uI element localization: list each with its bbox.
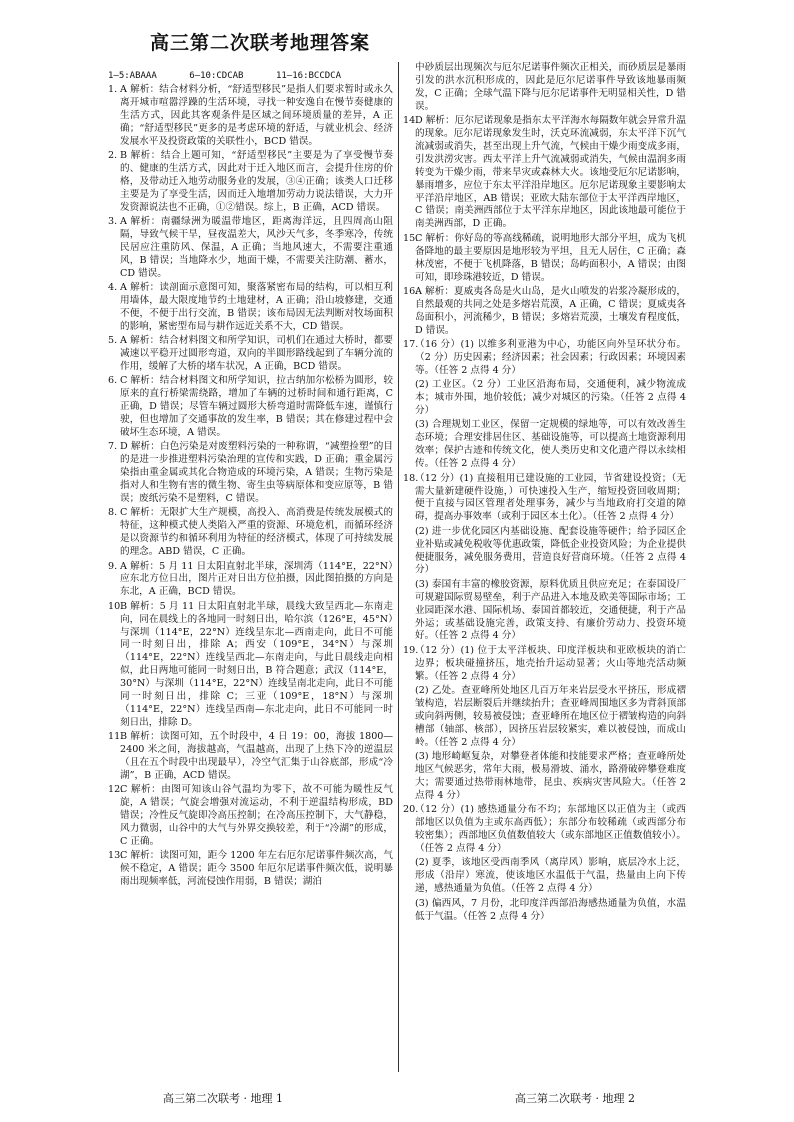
answer-number: 2. [108, 149, 118, 161]
answer-text: C 解析：无限扩大生产规模，高投入、高消费是传统发展模式的特征，这种模式使人类陷入严重的资源、环境危机，而循环经济是以资源节约和循环利用为特征的经济模式，体现了可持续发展的理念。ABD 错误，C 正确。 [120, 507, 393, 558]
answer-item [108, 601, 393, 730]
answer-text: A 解析：5 月 11 日太阳直射北半球，深圳湾（114°E，22°N）应东北方位日出，图片正对日出方位拍摄，因此图拍摄的方向是东北，A 正确，BCD 错误。 [120, 560, 393, 598]
answer-text: (2) 进一步优化园区内基础设施、配套设施等硬件；给予园区企业补贴或减免税收等优惠政策，降低企业投资风险；为企业提供便捷服务，减免服务费用，营造良好营商环境。（任答 2 点得 4 分） [415, 525, 686, 576]
answer-text: (3) 偏西风，7 月份，北印度洋西部沿海感热通量为负值，水温低于气温。（任答 2 点得 4 分） [415, 897, 686, 922]
answer-number: 1. [108, 83, 118, 95]
answer-item [108, 731, 393, 783]
right-column [403, 62, 686, 925]
answer-text: A 解析：读剖面示意图可知，聚落紧密布局的结构，可以相互利用墙体，最大限度地节约土地建材，A 正确；沿山坡修建，交通不便，不便于出行交流，B 错误；该布局因无法判断对牧场面积的影响，紧密型布局与耕作远近关系不大，CD 错误。 [120, 282, 393, 332]
answer-item [108, 375, 393, 440]
answer-text: （12 分）(1) 位于太平洋板块、印度洋板块和亚欧板块的消亡边界；板块碰撞挤压，地壳抬升运动显著；火山等地壳活动频繁。（任答 2 点得 4 分） [415, 644, 686, 682]
answer-item [108, 335, 393, 374]
answer-item [403, 115, 686, 231]
answer-number: 12. [108, 784, 124, 796]
answer-text: (2) 乙处。查亚峰所处地区几百万年来岩层受水平挤压，形成褶皱构造，岩层断裂后并继续抬升；查亚峰周围地区多为背斜顶部或向斜两侧，较易被侵蚀；查亚峰所在地区位于褶皱构造的向斜槽部（轴部、核部），因挤压岩层较紧实，难以被侵蚀，而成山岭。（任答 2 点得 4 分） [415, 685, 686, 748]
answer-number: 6. [108, 375, 118, 387]
answer-item [108, 84, 393, 149]
answer-number: 17. [403, 339, 419, 351]
answer-text: （12 分）(1) 直接租用已建设施的工业园，节省建设投资；（无需大量新建硬件设施，）可快速投入生产，缩短投资回收周期；便于直接与园区管理者处理事务，减少与当地政府打交道的障碍，提高办事效率（或利于园区本土化）。（任答 2 点得 4 分） [415, 472, 686, 523]
answer-number: 14. [403, 115, 419, 127]
answer-text: B 解析：5 月 11 日太阳直射北半球，晨线大致呈西北—东南走向，同在晨线上的各地同一时刻日出，哈尔滨（126°E，45°N）与深圳（114°E，22°N）连线呈东北—西南走向，此日不可能同一时刻日出，排除 A；西安（109°E，34°N）与深圳（114°E，22°N）连线呈西北—东南走向，与此日晨线走向相似，此日两地可能同一时刻日出，B 符合题意；武汉（114°E，30°N）与深圳（114°E，22°N）连线呈南北走向，此日不可能同一时刻日出，排除 C；三亚（109°E，18°N）与深圳（114°E，22°N）连线呈西南—东北走向，此日不可能同一时刻日出，排除 D。 [120, 600, 393, 728]
answer-number: 5. [108, 335, 118, 347]
answer-item [108, 507, 393, 559]
answer-number: 11. [108, 731, 124, 743]
answer-number: 19. [403, 644, 419, 656]
answer-number: 8. [108, 507, 118, 519]
answer-item [108, 282, 393, 334]
answer-text: C 解析：由图可知该山谷气温均为零下，故不可能为暖性反气旋，A 错误；气旋会增强对流运动，不利于逆温结构形成，BD 错误；冷性反气旋即冷高压控制；在冷高压控制下，大气静稳，风力微弱，山谷中的大气与外界交换较差，利于“冷湖”的形成，C 正确。 [120, 784, 393, 848]
answer-item [403, 286, 686, 338]
answer-text: D 解析：白色污染是对废塑料污染的一种称谓，“减塑捡塑”的目的是进一步推进塑料污染治理的宣传和实践，D 正确；重金属污染指由重金属或其化合物造成的环境污染，A 错误；生物污染是指对人和生物有害的微生物、寄生虫等病原体和变应原等，B 错误；废纸污染不是塑料，C 错误。 [120, 441, 393, 504]
answer-item [108, 216, 393, 281]
answer-text: (3) 合理规划工业区，保留一定规模的绿地等，可以有效改善生态环境；合理安排居住区、基础设施等，可以提高土地资源利用效率；保护古迹和传统文化，使人类历史和文化遗产得以永续相传。（任答 2 点得 4 分） [415, 419, 686, 470]
answer-keys: 1—5:ABAAA 6—10:CDCAB 11—16:BCCDCA [108, 71, 341, 81]
answer-number: 20. [403, 804, 419, 816]
answer-text: （16 分）(1) 以维多利亚港为中心，功能区向外呈环状分布。（2 分）历史因素；经济因素；社会因素；行政因素；环境因素等。（任答 2 点得 4 分） [415, 339, 686, 376]
answer-number: 13. [108, 850, 124, 862]
answer-number: 4. [108, 282, 118, 293]
answer-item [403, 685, 686, 750]
column-divider [398, 62, 399, 1072]
answer-text: C 解析：结合材料图文和所学知识，拉古纳加尔松桥为圆形，较原来的直行桥梁需绕路，增加了车辆的过桥时间和通行距离，C 正确，D 错误；尽管车辆过圆形大桥弯道时需降低车速，谨慎行驶，但也增加了交通事故的发生率，B 错误；其在修建过程中会破坏生态环境，A 错误。 [120, 375, 393, 438]
answer-item [403, 379, 686, 418]
answer-number: 3. [108, 215, 118, 227]
answer-item [403, 804, 686, 856]
footer-right: 高三第二次联考 · 地理 2 [515, 1092, 635, 1105]
left-column [108, 70, 393, 891]
answer-item [403, 62, 686, 114]
answer-text: (3) 泰国有丰富的橡胶资源，原料优质且供应充足；在泰国设厂可规避国际贸易壁垒，利于产品进入本地及欧美等国际市场；工业园距深水港、国际机场、泰国首都较近，交通便捷，利于产品外运；或基础设施完善，政策支持、有廉价劳动力、投资环境好。（任答 2 点得 4 分） [415, 578, 686, 642]
answer-item [403, 857, 686, 896]
answer-item [403, 473, 686, 525]
answer-text: （12 分）(1) 感热通量分布不均；东部地区以正值为主（或西部地区以负值为主或东高西低）；东部分布较稀疏（或西部分布较密集）；西部地区负值数值较大（或东部地区正值数值较小）。（任答 2 点得 4 分） [415, 804, 686, 854]
answer-text: (3) 地形崎岖复杂，对攀登者体能和技能要求严格；查亚峰所处地区气候恶劣，常年大雨，极易滑坡、涌水，路滑破碎攀登难度大；需要通过热带雨林地带，昆虫、疾病灾害风险大。（任答 2 点得 4 分） [415, 751, 686, 801]
answer-item [403, 751, 686, 803]
answer-text: A 解析：结合材料分析，“舒适型移民”是指人们要求暂时或永久离开城市喧嚣浮躁的生活环境，寻找一种安逸自在慢节奏健康的生活方式，因此其客观条件是区域之间环境质量的差异，A 正确；“舒适型移民”更多的是考虑环境的舒适，与就业机会、经济发展水平及投资政策的关联性小，BCD 错误。 [120, 83, 393, 147]
answer-text: A 解析：南疆绿洲为暖温带地区，距离海洋远，且四周高山阻隔，导致气候干旱，昼夜温差大，风沙天气多，冬季寒冷，传统民居应注重防风、保温，A 正确；当地风速大，不需要注重通风，B 错误；当地降水少，地面干燥，不需要关注防潮、蓄水，CD 错误。 [120, 215, 393, 279]
answer-item [403, 233, 686, 285]
answer-number: 10. [108, 600, 124, 612]
answer-text: C 解析：你好岛的等高线稀疏，说明地形大部分平坦，成为飞机备降地的最主要原因是地形较为平坦，且无人居住，C 正确；森林茂密，不便于飞机降落，B 错误；岛屿面积小，A 错误；由图可知，即珍珠港较近，D 错误。 [415, 232, 686, 283]
answer-item [403, 526, 686, 578]
answer-item [108, 441, 393, 506]
answer-item [403, 339, 686, 378]
page-title: 高三第二次联考地理答案 [150, 32, 371, 54]
answer-number: 18. [403, 472, 419, 484]
answer-text: (2) 工业区。（2 分）工业区沿海布局，交通便利，减少物流成本；城市外围，地价较低；减少对城区的污染。（任答 2 点得 4 分） [415, 379, 686, 417]
answer-item [403, 419, 686, 471]
answer-text: 中砂质层出现频次与厄尔尼诺事件频次正相关，而砂质层是暴雨引发的洪水沉积形成的，因此是厄尔尼诺事件导致该地暴雨频发，C 正确；全球气温下降与厄尔尼诺事件无明显相关性，D 错误。 [415, 62, 686, 112]
answer-number: 9. [108, 560, 118, 572]
right-answer-list [403, 62, 686, 923]
answer-number: 15. [403, 232, 419, 244]
answer-item [403, 898, 686, 924]
answer-item [108, 850, 393, 889]
answer-number: 7. [108, 441, 118, 453]
answer-item [403, 579, 686, 644]
answer-number: 16. [403, 285, 419, 297]
answer-text: B 解析：结合上题可知，“舒适型移民”主要是为了享受慢节奏的、健康的生活方式，因此对于迁入地区而言，会提升住房的价格，及带动迁入地劳动服务业的发展，③④正确；该类人口迁移主要是为了享受生活，因而迁入地增加劳动力说法错误，大力开发资源说法也不正确，①②错误。综上，B 正确，ACD 错误。 [120, 149, 393, 213]
answer-item [108, 784, 393, 849]
answer-text: A 解析：夏威夷各岛是火山岛，是火山喷发的岩浆冷凝形成的，自然最观的共同之处是多熔岩荒漠，A 正确，C 错误；夏威夷各岛面积小，河流稀少，B 错误；多熔岩荒漠，土壤发育程度低，D 错误。 [415, 285, 686, 336]
answer-item [108, 561, 393, 600]
answer-text: (2) 夏季，该地区受西南季风（离岸风）影响，底层冷水上泛，形成（沿岸）寒流，使该地区水温低于气温，热量由上向下传递，感热通量为负值。（任答 2 点得 4 分） [415, 857, 686, 895]
answer-item [108, 150, 393, 215]
answer-text: B 解析：读图可知，五个时段中，4 日 19：00，海拔 1800—2400 米之间，海拔越高，气温越高，出现了上热下冷的逆温层（且在五个时段中出现最早），冷空气汇集于山谷底部，形成“冷湖”，B 正确，ACD 错误。 [120, 731, 393, 782]
footer-left: 高三第二次联考 · 地理 1 [163, 1092, 283, 1105]
answer-text: D 解析：厄尔尼诺现象是指东太平洋海水每隔数年就会异常升温的现象。厄尔尼诺现象发生时，沃克环流减弱，东太平洋下沉气流减弱或消失，甚至出现上升气流，气候由干燥少雨变成多雨，引发洪涝灾害。西太平洋上升气流减弱或消失，气候由温润多雨转变为干燥少雨，带来旱灾或森林大火。该地受厄尔尼诺影响，暴雨增多，应位于东太平洋沿岸地区。厄尔尼诺现象主要影响太平洋沿岸地区，AB 错误；亚欧大陆东部位于太平洋西岸地区，C 错误；南美洲西部位于太平洋东岸地区，因此该地最可能位于南美洲西部，D 正确。 [415, 115, 686, 230]
answer-text: A 解析：结合材料图文和所学知识，司机们在通过大桥时，都要减速以平稳开过圆形弯道，双向的半圆形路线起到了车辆分流的作用，缓解了大桥的堵车状况，A 正确，BCD 错误。 [120, 335, 393, 372]
answer-text: C 解析：读图可知，距今 1200 年左右厄尔尼诺事件频次高，气候不稳定，A 错误；距今 3500 年厄尔尼诺事件频次低，说明暴雨出现频率低，河流侵蚀作用弱，B 错误；湖泊 [120, 850, 393, 888]
answer-item [403, 645, 686, 684]
left-answer-list [108, 84, 393, 889]
